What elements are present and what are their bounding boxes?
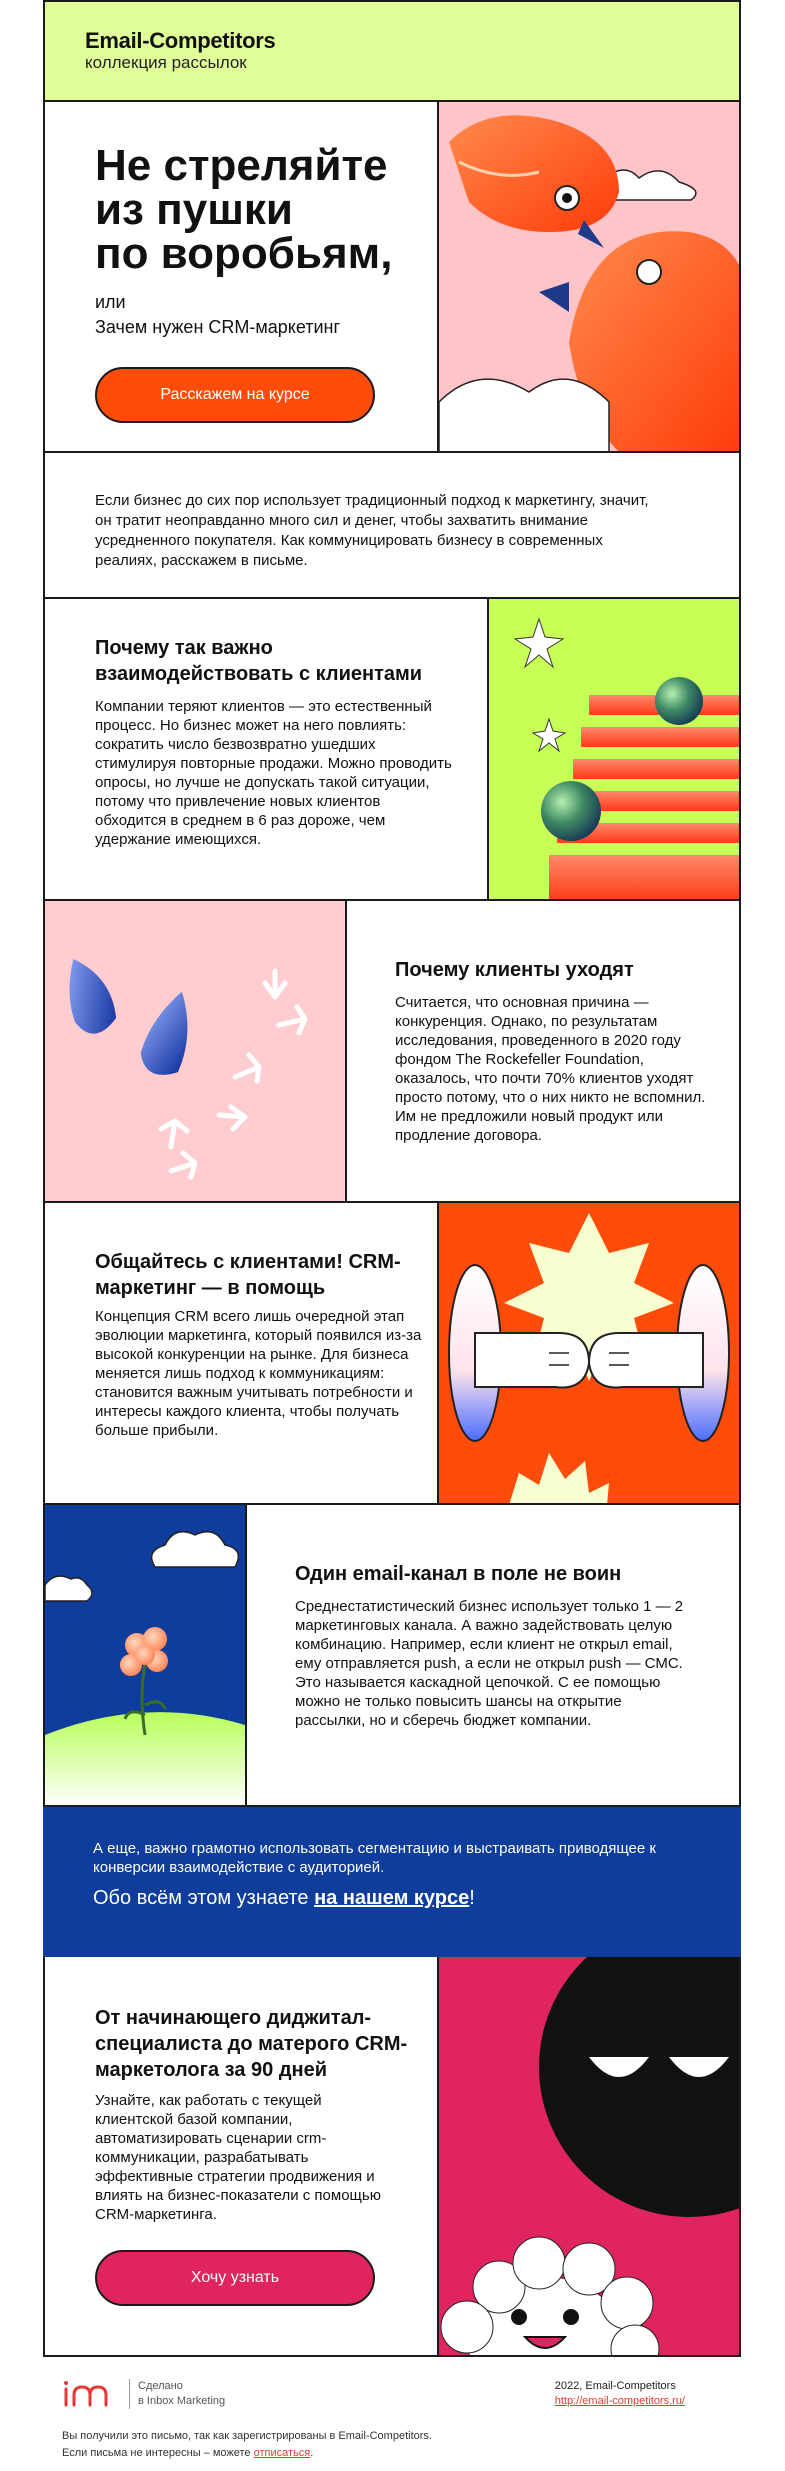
section-one-channel — [43, 1505, 741, 1807]
brand-name[interactable]: Email-Competitors — [85, 28, 276, 53]
section-why-leave — [43, 901, 741, 1203]
flower-illustration — [45, 1505, 247, 1805]
section-title: Общайтесь с клиентами! CRM-маркетинг — в помощь — [95, 1251, 401, 1299]
made-by-line: Сделано — [138, 2380, 183, 2392]
brand-subtitle: коллекция рассылок — [85, 53, 247, 72]
unsubscribe-link[interactable]: отписаться — [253, 2447, 311, 2459]
intro-text: Если бизнес до сих пор использует традиционный подход к маркетингу, значит, он тратит неоправданно много сил и денег, чтобы захватить внимание усредненного покупателя. Как коммуницировать бизнесу в современных реалиях, расскажем в письме. — [95, 492, 649, 569]
section-title: Один email-канал в поле не воин — [295, 1563, 622, 1585]
section-title: Почему клиенты уходят — [395, 959, 634, 981]
banner-cta — [93, 1887, 475, 1910]
made-by-line: в Inbox Marketing — [138, 2395, 226, 2407]
footer-note-line — [62, 2445, 432, 2462]
intro-section — [43, 453, 741, 599]
banner-cta-suffix: ! — [469, 1887, 475, 1909]
course-body: Узнайте, как работать с текущей клиентской базой компании, автоматизировать сценарии crm-коммуникации, разрабатывать эффективные стратегии продвижения и влиять на бизнес-показатели с помощью CRM-маркетинга. — [95, 2092, 381, 2223]
footer — [43, 2362, 741, 2467]
course-banner — [43, 1807, 741, 1957]
copyright-year: 2022, Email-Competitors — [554, 2380, 676, 2392]
hero-subtitle — [95, 290, 340, 340]
section-body: Компании теряют клиентов — это естественный процесс. Но бизнес может на него повлиять: сократить число безвозвратно ушедших стимулируя повторные продажи. Можно проводить опросы, но лучше не допускать такой ситуации, потому что привлечение новых клиентов обходится в среднем в 6 раз дороже, чем удержание имеющихся. — [95, 698, 452, 848]
section-body: Среднестатистический бизнес использует только 1 — 2 маркетинговых канала. А важно задействовать целую комбинацию. Например, если клиент не открыл email, ему отправляется push, а если не открыл push — СМС. Это называется каскадной цепочкой. С ее помощью можно не только повысить шансы на открытие рассылки, но и сберечь бюджет компании. — [295, 1598, 684, 1729]
hero-subtitle-line: Зачем нужен CRM-маркетинг — [95, 317, 341, 337]
section-crm-help — [43, 1203, 741, 1505]
footer-note-line: Вы получили это письмо, так как зарегистрированы в Email-Competitors. — [62, 2430, 432, 2442]
banner-cta-prefix: Обо всём этом узнаете — [93, 1887, 315, 1909]
made-by — [129, 2379, 225, 2409]
banner-text: А еще, важно грамотно использовать сегментацию и выстраивать приводящее к конверсии взаимодействие с аудиторией. — [93, 1840, 656, 1876]
course-title: От начинающего диджитал-специалиста до матерого CRM-маркетолога за 90 дней — [95, 2007, 408, 2081]
inbox-marketing-logo-icon[interactable] — [62, 2379, 116, 2414]
hero-course-button[interactable]: Расскажем на курсе — [95, 367, 375, 423]
section-why-interact — [43, 599, 741, 901]
fist-bump-illustration — [437, 1203, 739, 1503]
learn-more-button[interactable]: Хочу узнать — [95, 2250, 375, 2306]
footer-note — [62, 2428, 432, 2462]
section-body: Концепция CRM всего лишь очередной этап эволюции маркетинга, который появился из-за высокой конкуренции на рынке. Для бизнеса меняется лишь подход к коммуникациям: становится важным учитывать потребности и интересы каждого клиента, чтобы получать больше прибыли. — [95, 1308, 422, 1439]
footer-copyright — [555, 2379, 685, 2409]
hero-title-line: из пушки — [95, 185, 293, 234]
banner-course-link[interactable]: на нашем курсе — [314, 1887, 470, 1909]
birds-trail-illustration — [45, 901, 347, 1201]
section-title: Почему так важно взаимодействовать с клиентами — [95, 637, 423, 685]
footer-note-prefix: Если письма не интересны – можете — [62, 2447, 254, 2459]
section-body: Считается, что основная причина — конкуренция. Однако, по результатам исследования, проведенного в 2020 году фондом The Rockefeller Foundation, оказалось, что почти 70% клиентов уходят просто потому, что о них никто не вспомнил. Им не предложили новый продукт или продление договора. — [395, 994, 706, 1144]
hero-subtitle-line: или — [95, 292, 126, 312]
hero-title-line: Не стреляйте — [95, 141, 388, 190]
footer-note-suffix: . — [310, 2447, 314, 2459]
hero-section — [43, 102, 741, 453]
site-link[interactable]: http://email-competitors.ru/ — [554, 2395, 685, 2407]
stairs-illustration — [487, 599, 739, 899]
smiley-illustration — [437, 1957, 739, 2355]
hero-title-line: по воробьям, — [95, 229, 393, 278]
course-section — [43, 1957, 741, 2357]
header — [43, 0, 741, 102]
sparrow-illustration — [437, 102, 739, 451]
hero-title — [95, 141, 425, 278]
